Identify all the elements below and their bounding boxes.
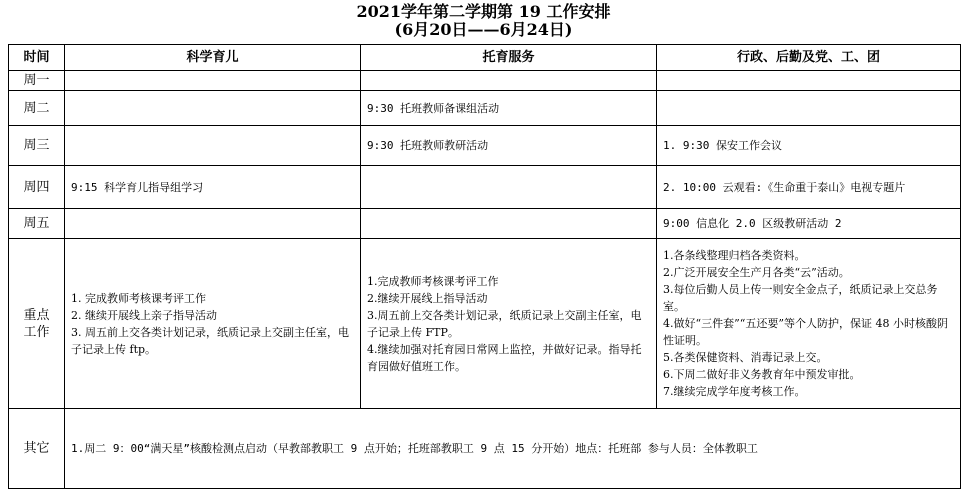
list-item: 6.下周二做好非义务教育年中预发审批。 [663,368,861,381]
schedule-table [8,44,961,489]
table-row [9,209,961,239]
science-cell [65,126,361,166]
list-item: 4.做好“三件套”“五还要”等个人防护，保证 48 小时核酸阴性证明。 [663,317,948,347]
other-text: 1.周二 9：00“满天星”核酸检测点启动（早教部教职工 9 点开始；托班部教职工 9 点 15 分开始）地点：托班部 参与人员：全体教职工 [65,409,961,489]
day-label: 周一 [9,71,65,91]
list-item: 3.每位后勤人员上传一则安全金点子，纸质记录上交总务室。 [663,283,938,313]
header-row [9,45,961,71]
header-time: 时间 [9,45,65,71]
science-cell [65,209,361,239]
list-item: 4.继续加强对托育园日常网上监控，并做好记录。指导托育园做好值班工作。 [367,342,642,373]
key-work-admin [657,239,961,409]
header-science: 科学育儿 [65,45,361,71]
day-label: 周三 [9,126,65,166]
science-cell [65,71,361,91]
day-label: 周二 [9,91,65,126]
list-item: 3. 周五前上交各类计划记录，纸质记录上交副主任室，电子记录上传 ftp。 [71,325,349,356]
key-work-care [361,239,657,409]
admin-cell: 2. 10:00 云观看:《生命重于泰山》电视专题片 [657,166,961,209]
care-cell [361,71,657,91]
list-item: 5.各类保健资料、消毒记录上交。 [663,351,828,364]
care-cell [361,209,657,239]
admin-cell [657,91,961,126]
list-item: 2.广泛开展安全生产月各类“云”活动。 [663,266,850,279]
table-row [9,126,961,166]
admin-cell: 1. 9:30 保安工作会议 [657,126,961,166]
table-row [9,166,961,209]
key-work-label: 重点工作 [9,239,65,409]
other-label: 其它 [9,409,65,489]
other-row [9,409,961,489]
page-subtitle: (6月20日——6月24日) [394,20,573,39]
list-item: 3.周五前上交各类计划记录，纸质记录上交副主任室，电子记录上传 FTP。 [367,308,642,339]
care-cell: 9:30 托班教师教研活动 [361,126,657,166]
key-work-row [9,239,961,409]
list-item: 1.各条线整理归档各类资料。 [663,249,806,262]
list-item: 2. 继续开展线上亲子指导活动 [71,308,217,322]
list-item: 7.继续完成学年度考核工作。 [663,385,806,398]
science-cell: 9:15 科学育儿指导组学习 [65,166,361,209]
admin-cell [657,71,961,91]
admin-cell: 9:00 信息化 2.0 区级教研活动 2 [657,209,961,239]
page-title: 2021学年第二学期第 19 工作安排 [356,2,611,21]
key-work-science [65,239,361,409]
list-item: 1. 完成教师考核课考评工作 [71,291,206,305]
day-label: 周五 [9,209,65,239]
table-row [9,91,961,126]
header-admin: 行政、后勤及党、工、团 [657,45,961,71]
table-row [9,71,961,91]
day-label: 周四 [9,166,65,209]
header-care: 托育服务 [361,45,657,71]
care-cell [361,166,657,209]
list-item: 2.继续开展线上指导活动 [367,291,488,305]
science-cell [65,91,361,126]
list-item: 1.完成教师考核课考评工作 [367,274,499,288]
care-cell: 9:30 托班教师备课组活动 [361,91,657,126]
